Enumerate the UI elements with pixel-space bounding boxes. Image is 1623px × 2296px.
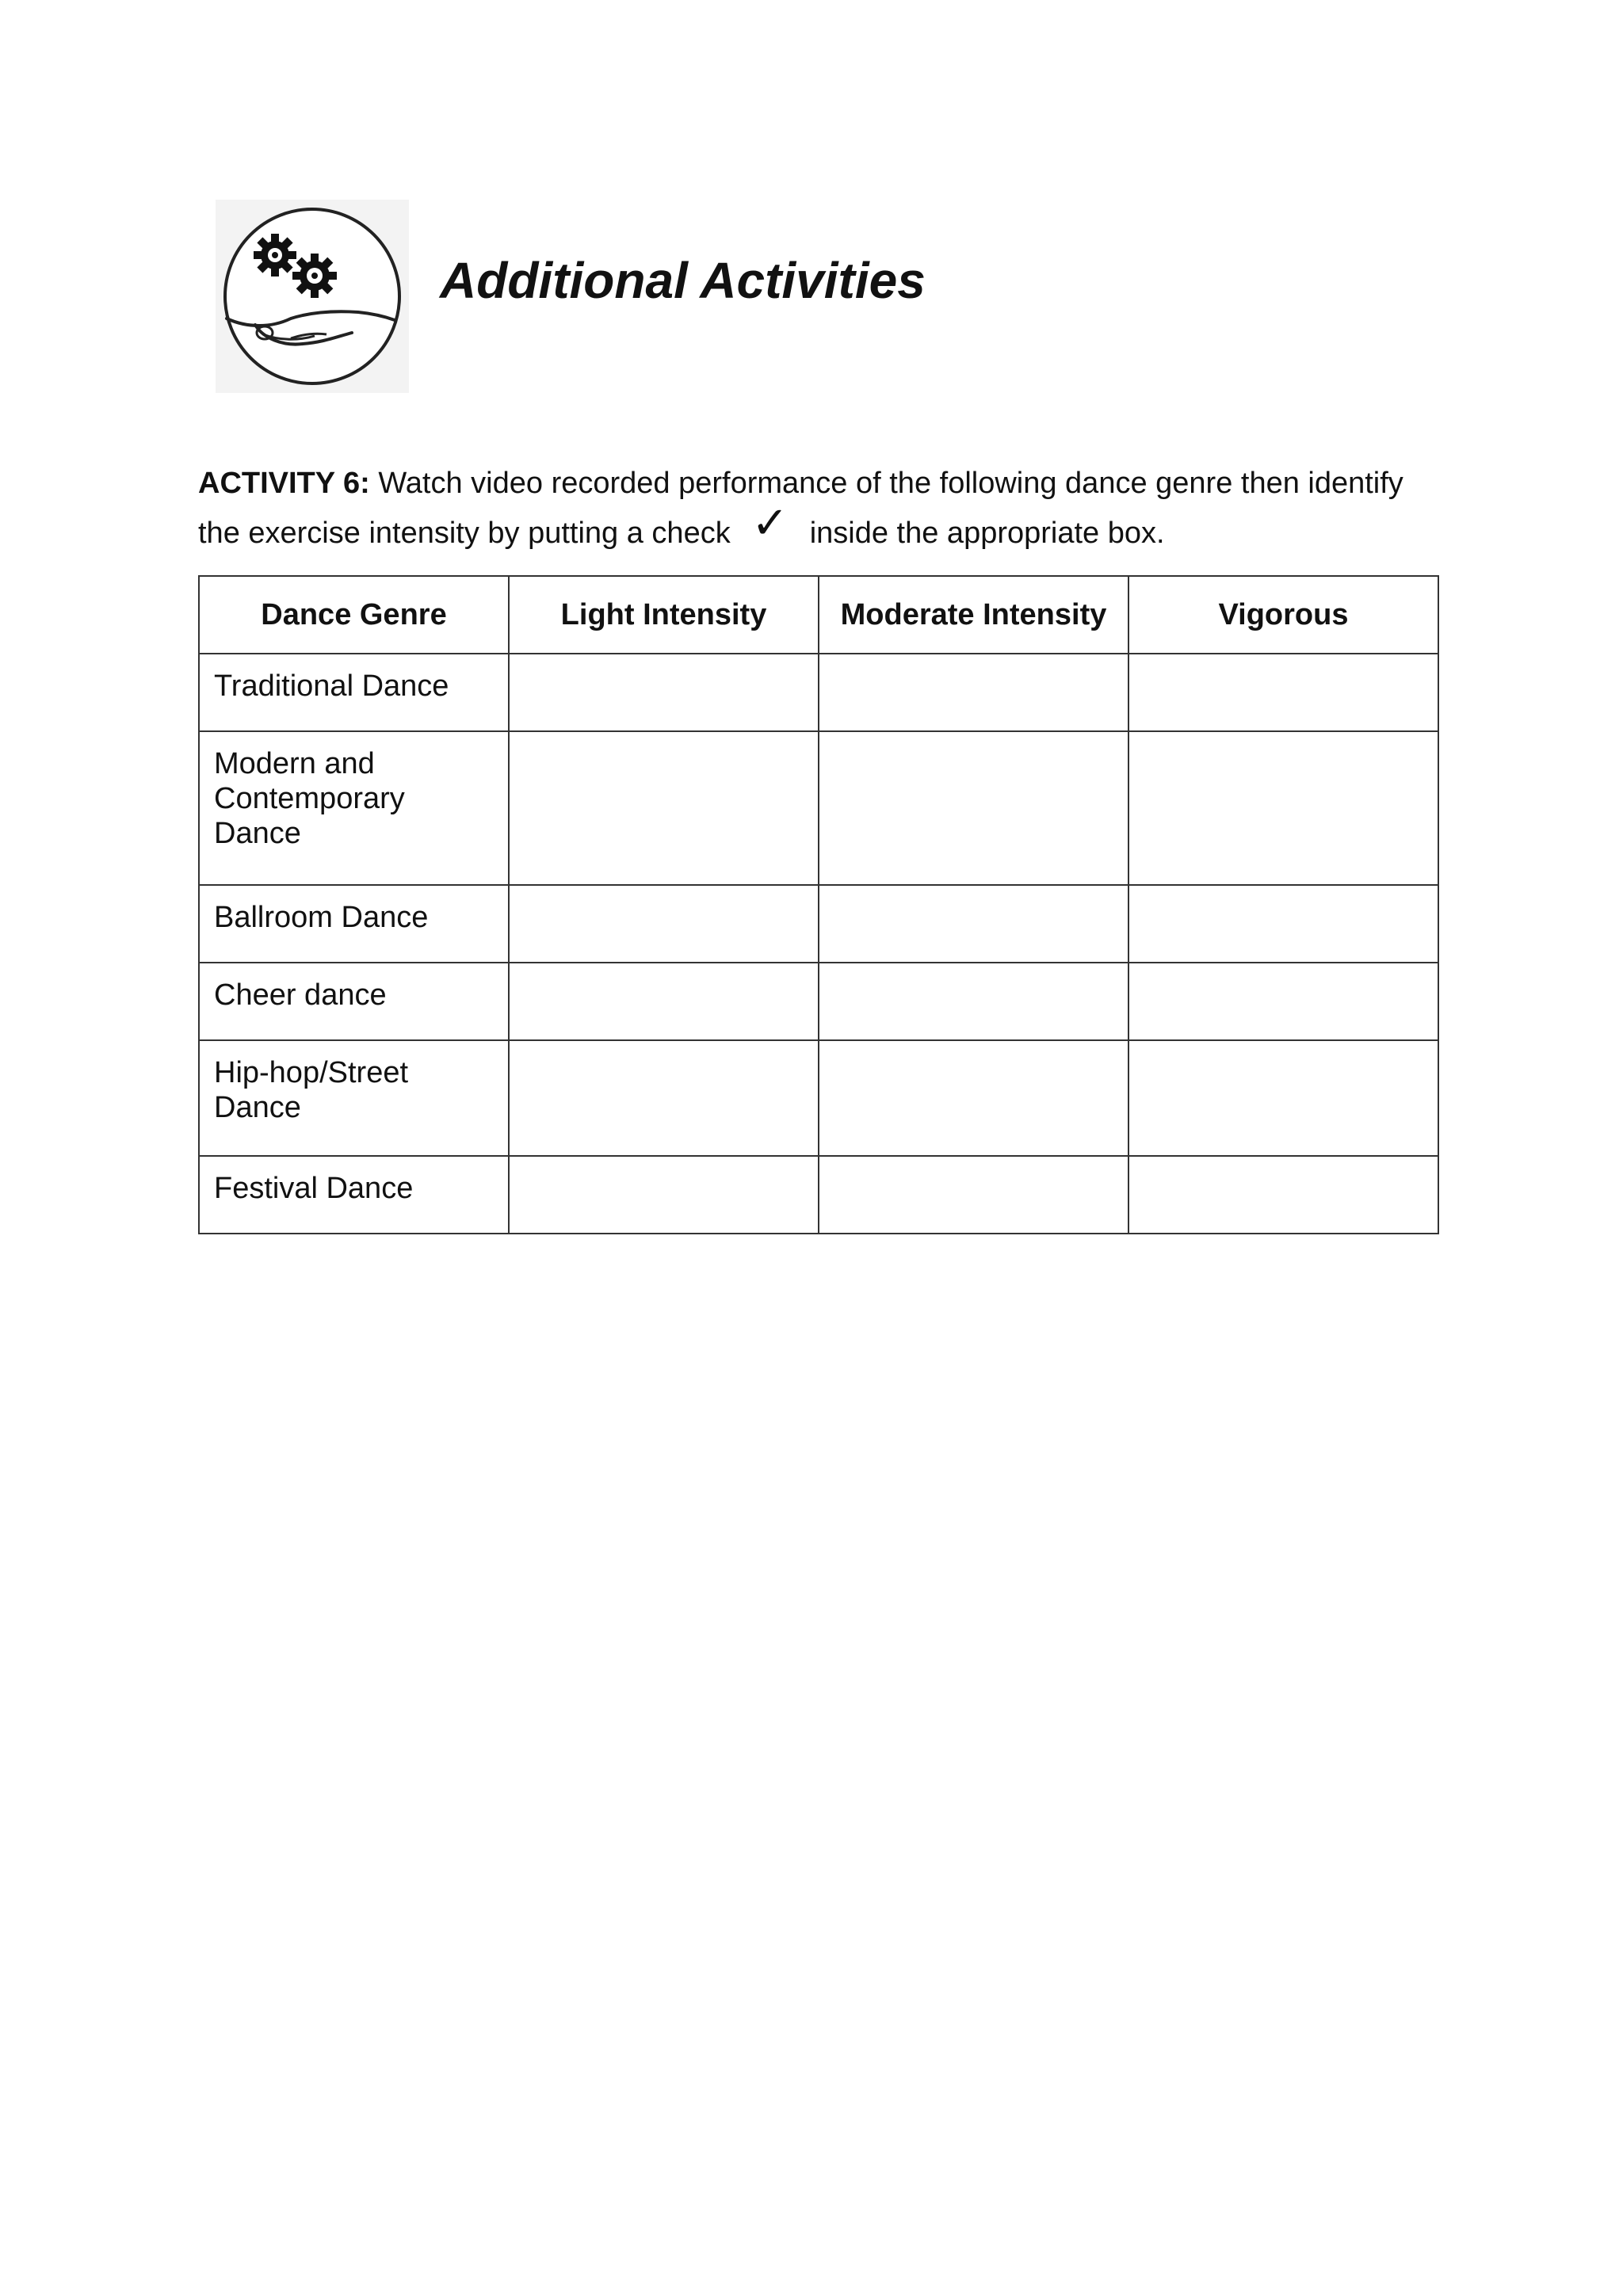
header-moderate-intensity: Moderate Intensity xyxy=(819,576,1128,654)
genre-label: Cheer dance xyxy=(214,978,387,1012)
table-row xyxy=(199,654,1438,731)
genre-cell xyxy=(199,1040,509,1156)
header-light-intensity: Light Intensity xyxy=(509,576,819,654)
table-row xyxy=(199,1040,1438,1156)
intensity-table xyxy=(198,575,1439,1234)
table-row xyxy=(199,731,1438,885)
light-intensity-checkbox[interactable] xyxy=(509,1156,819,1234)
table-row xyxy=(199,963,1438,1040)
activity-label: ACTIVITY 6: xyxy=(198,467,370,500)
activity-instructions xyxy=(198,460,1442,557)
moderate-intensity-checkbox[interactable] xyxy=(819,654,1128,731)
light-intensity-checkbox[interactable] xyxy=(509,885,819,963)
moderate-intensity-checkbox[interactable] xyxy=(819,963,1128,1040)
genre-cell xyxy=(199,1156,509,1234)
vigorous-checkbox[interactable] xyxy=(1128,885,1438,963)
vigorous-checkbox[interactable] xyxy=(1128,1156,1438,1234)
moderate-intensity-checkbox[interactable] xyxy=(819,1040,1128,1156)
gears-in-hand-icon xyxy=(216,200,409,393)
genre-label: Hip-hop/Street Dance xyxy=(214,1056,409,1124)
vigorous-checkbox[interactable] xyxy=(1128,654,1438,731)
instruction-text-end: inside the appropriate box. xyxy=(809,517,1165,550)
vigorous-checkbox[interactable] xyxy=(1128,1040,1438,1156)
genre-cell xyxy=(199,885,509,963)
light-intensity-checkbox[interactable] xyxy=(509,731,819,885)
table-header-row xyxy=(199,576,1438,654)
instruction-text: Watch video recorded performance of the following dance genre then identify the exercise intensity by putting a check xyxy=(198,467,1403,550)
light-intensity-checkbox[interactable] xyxy=(509,1040,819,1156)
header-dance-genre: Dance Genre xyxy=(199,576,509,654)
genre-cell xyxy=(199,963,509,1040)
moderate-intensity-checkbox[interactable] xyxy=(819,1156,1128,1234)
moderate-intensity-checkbox[interactable] xyxy=(819,885,1128,963)
page-title: Additional Activities xyxy=(440,252,926,309)
genre-cell xyxy=(199,654,509,731)
header-vigorous: Vigorous xyxy=(1128,576,1438,654)
genre-cell xyxy=(199,731,509,885)
genre-label: Modern and Contemporary Dance xyxy=(214,747,405,850)
light-intensity-checkbox[interactable] xyxy=(509,654,819,731)
light-intensity-checkbox[interactable] xyxy=(509,963,819,1040)
vigorous-checkbox[interactable] xyxy=(1128,731,1438,885)
table-row xyxy=(199,885,1438,963)
genre-label: Ballroom Dance xyxy=(214,901,429,934)
vigorous-checkbox[interactable] xyxy=(1128,963,1438,1040)
genre-label: Traditional Dance xyxy=(214,669,449,703)
moderate-intensity-checkbox[interactable] xyxy=(819,731,1128,885)
table-row xyxy=(199,1156,1438,1234)
genre-label: Festival Dance xyxy=(214,1172,414,1205)
checkmark-icon: ✓ xyxy=(751,498,789,547)
